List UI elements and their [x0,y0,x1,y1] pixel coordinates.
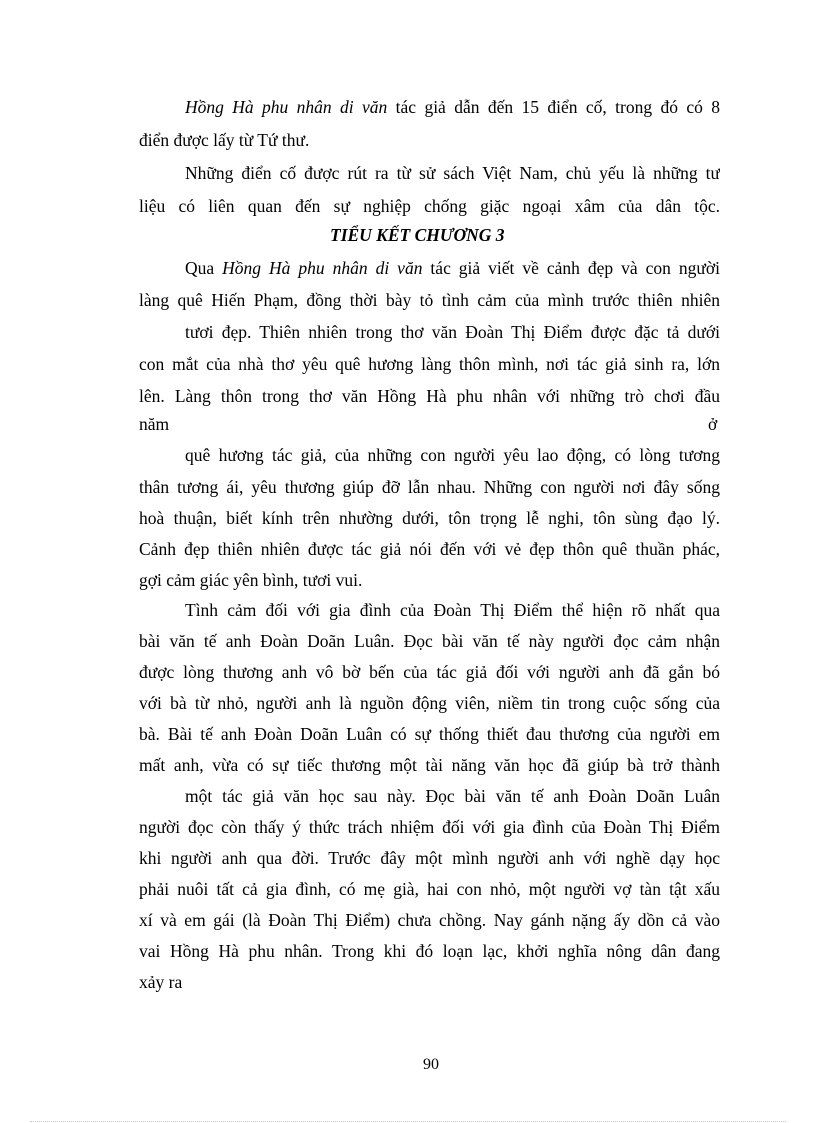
paragraph-line: phải nuôi tất cả gia đình, có mẹ già, hai con nhỏ, một người vợ tàn tật xấu [139,879,720,899]
paragraph-line: được lòng thương anh vô bờ bến của tác giả đối với người anh đã gắn bó [139,662,720,682]
paragraph-line: liệu có liên quan đến sự nghiệp chống giặc ngoại xâm của dân tộc. [139,196,720,216]
paragraph-line: một tác giả văn học sau này. Đọc bài văn tế anh Đoàn Doãn Luân [185,786,720,806]
paragraph-line: với bà từ nhỏ, người anh là nguồn động viên, niềm tin trong cuộc sống của [139,693,720,713]
paragraph-line: xảy ra [139,972,183,992]
paragraph-line: lên. Làng thôn trong thơ văn Hồng Hà phu nhân với những trò chơi đầu [139,386,720,406]
paragraph-line: xí và em gái (là Đoàn Thị Điểm) chưa chồng. Nay gánh nặng ấy dồn cả vào [139,910,720,930]
paragraph-line: khi người anh qua đời. Trước đây một mình người anh với nghề dạy học [139,848,720,868]
text-run: tác giả viết về cảnh đẹp và con người [422,258,720,278]
paragraph-line: điển được lấy từ Tứ thư. [139,130,310,150]
paragraph-line: bài văn tế anh Đoàn Doãn Luân. Đọc bài văn tế này người đọc cảm nhận [139,631,720,651]
paragraph-line: Cảnh đẹp thiên nhiên được tác giả nói đến với vẻ đẹp thôn quê thuần phác, [139,539,720,559]
paragraph-line: bà. Bài tế anh Đoàn Doãn Luân có sự thống thiết đau thương của người em [139,724,720,744]
paragraph-line: mất anh, vừa có sự tiếc thương một tài năng văn học đã giúp bà trở thành [139,755,720,775]
paragraph-line [185,257,720,281]
paragraph-line: làng quê Hiến Phạm, đồng thời bày tỏ tình cảm của mình trước thiên nhiên [139,290,720,310]
paragraph-line: gợi cảm giác yên bình, tươi vui. [139,570,363,590]
paragraph-line: năm [139,414,170,434]
paragraph-line [185,96,720,120]
paragraph-line: hoà thuận, biết kính trên nhường dưới, tôn trọng lễ nghi, tôn sùng đạo lý. [139,508,720,528]
paragraph-line: Những điển cố được rút ra từ sử sách Việt Nam, chủ yếu là những tư [185,163,720,183]
italic-title: Hồng Hà phu nhân di văn [222,258,423,278]
text-run: Qua [185,258,223,278]
text-run: tác giả dẫn đến 15 điển cố, trong đó có 8 [387,97,720,117]
paragraph-line: thân tương ái, yêu thương giúp đỡ lẫn nhau. Những con người nơi đây sống [139,477,720,497]
paragraph-line: tươi đẹp. Thiên nhiên trong thơ văn Đoàn Thị Điểm được đặc tả dưới [185,322,720,342]
paragraph-line: Tình cảm đối với gia đình của Đoàn Thị Điểm thể hiện rõ nhất qua [185,600,720,620]
paragraph-line: vai Hồng Hà phu nhân. Trong khi đó loạn lạc, khởi nghĩa nông dân đang [139,941,720,961]
paragraph-line: ở [708,414,718,434]
paragraph-line: người đọc còn thấy ý thức trách nhiệm đối với gia đình của Đoàn Thị Điểm [139,817,720,837]
paragraph-line: quê hương tác giả, của những con người yêu lao động, có lòng tương [185,445,720,465]
italic-title: Hồng Hà phu nhân di văn [185,97,388,117]
section-heading: TIỂU KẾT CHƯƠNG 3 [330,225,505,245]
page-bottom-divider [30,1121,786,1122]
page-number: 90 [423,1056,439,1073]
paragraph-line: con mắt của nhà thơ yêu quê hương làng thôn mình, nơi tác giả sinh ra, lớn [139,354,720,374]
